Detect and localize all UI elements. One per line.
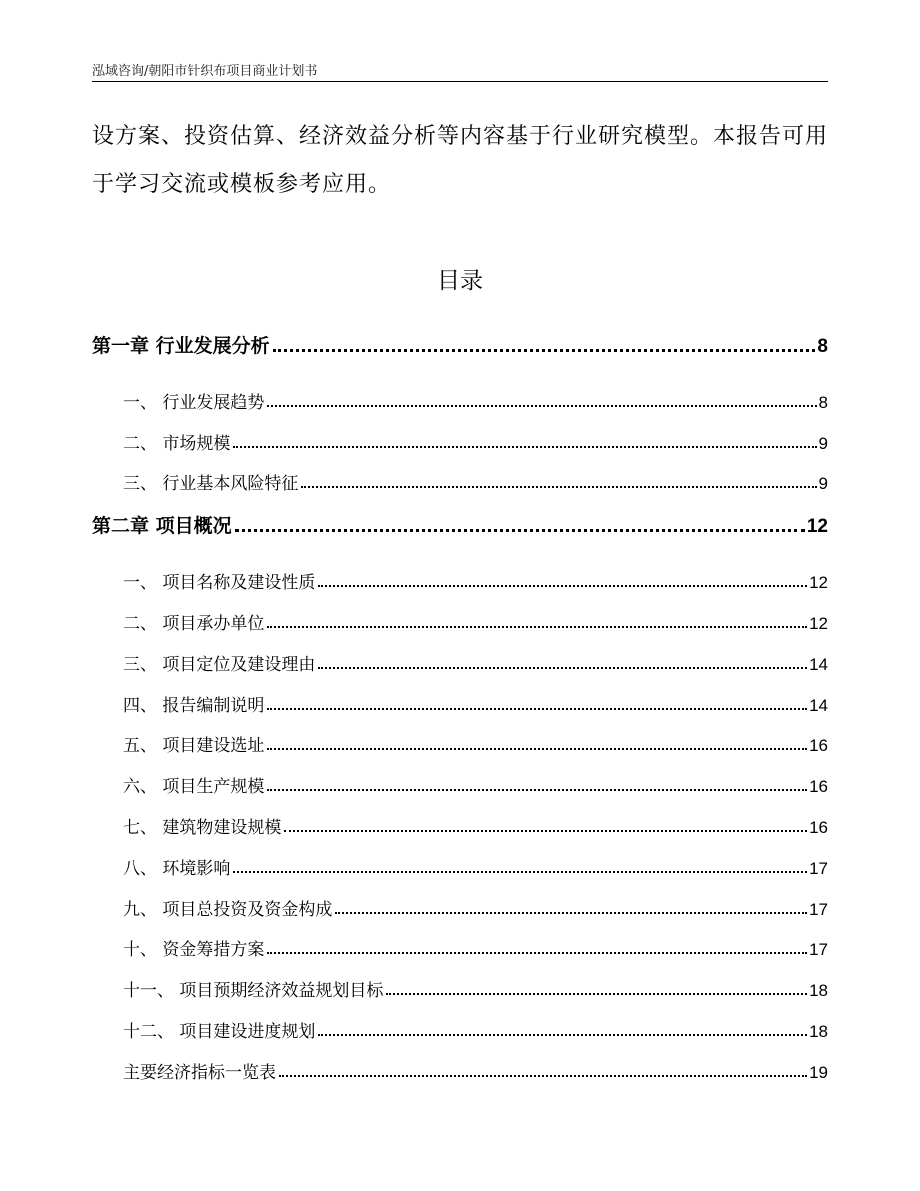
toc-entry-label: 一、 行业发展趋势 bbox=[123, 392, 265, 413]
toc-leader-dots bbox=[301, 486, 816, 488]
toc-leader-dots bbox=[267, 748, 807, 750]
toc-entry[interactable] bbox=[92, 372, 828, 413]
toc-leader-dots bbox=[273, 349, 816, 352]
toc-leader-dots bbox=[267, 405, 816, 407]
toc-entry-page: 14 bbox=[809, 695, 828, 715]
toc-entry-page: 8 bbox=[818, 392, 828, 412]
toc-entry-page: 19 bbox=[809, 1062, 828, 1082]
toc-entry[interactable] bbox=[92, 675, 828, 716]
header-rule bbox=[92, 81, 828, 82]
toc-leader-dots bbox=[318, 667, 807, 669]
toc-entry-label: 十一、 项目预期经济效益规划目标 bbox=[123, 981, 384, 1002]
toc-entry-page: 9 bbox=[818, 433, 828, 453]
toc-leader-dots bbox=[233, 446, 816, 448]
toc-leader-dots bbox=[279, 1075, 807, 1077]
toc-entry[interactable] bbox=[92, 960, 828, 1001]
toc-entry-label: 三、 行业基本风险特征 bbox=[123, 474, 299, 495]
toc-entry-label: 七、 建筑物建设规模 bbox=[123, 817, 282, 838]
toc-entry-page: 12 bbox=[806, 516, 828, 538]
toc-entry[interactable] bbox=[92, 1001, 828, 1042]
toc-entry-page: 16 bbox=[809, 817, 828, 837]
toc-entry-page: 12 bbox=[809, 573, 828, 593]
toc-entry-label: 二、 市场规模 bbox=[123, 433, 231, 454]
table-of-contents bbox=[92, 322, 828, 1083]
toc-entry[interactable] bbox=[92, 920, 828, 961]
toc-entry-label: 三、 项目定位及建设理由 bbox=[123, 654, 316, 675]
toc-entry-page: 17 bbox=[809, 899, 828, 919]
toc-entry-chapter-1[interactable] bbox=[92, 322, 828, 358]
toc-leader-dots bbox=[267, 626, 807, 628]
toc-leader-dots bbox=[267, 708, 807, 710]
toc-entry-label: 九、 项目总投资及资金构成 bbox=[123, 899, 333, 920]
toc-entry-label: 八、 环境影响 bbox=[123, 858, 231, 879]
toc-entry[interactable] bbox=[92, 593, 828, 634]
toc-entry[interactable] bbox=[92, 413, 828, 454]
toc-entry[interactable] bbox=[92, 634, 828, 675]
toc-leader-dots bbox=[233, 871, 807, 873]
toc-entry[interactable] bbox=[92, 716, 828, 757]
toc-entry[interactable] bbox=[92, 838, 828, 879]
toc-entry-page: 17 bbox=[809, 858, 828, 878]
toc-entry[interactable] bbox=[92, 552, 828, 593]
toc-entry-label: 四、 报告编制说明 bbox=[123, 695, 265, 716]
toc-title: 目录 bbox=[437, 268, 483, 294]
toc-entry-label: 第二章 项目概况 bbox=[92, 515, 232, 538]
toc-entry-label: 二、 项目承办单位 bbox=[123, 613, 265, 634]
toc-leader-dots bbox=[335, 912, 807, 914]
toc-leader-dots bbox=[267, 952, 807, 954]
toc-entry-page: 18 bbox=[809, 1021, 828, 1041]
toc-leader-dots bbox=[318, 585, 807, 587]
running-header: 泓域咨询/朝阳市针织布项目商业计划书 bbox=[92, 64, 318, 79]
toc-leader-dots bbox=[235, 529, 805, 532]
toc-entry-label: 一、 项目名称及建设性质 bbox=[123, 573, 316, 594]
toc-entry-label: 六、 项目生产规模 bbox=[123, 777, 265, 798]
toc-entry[interactable] bbox=[92, 454, 828, 495]
toc-entry-page: 16 bbox=[809, 777, 828, 797]
toc-leader-dots bbox=[318, 1034, 807, 1036]
toc-entry[interactable] bbox=[92, 756, 828, 797]
toc-entry-page: 12 bbox=[809, 613, 828, 633]
toc-entry[interactable] bbox=[92, 879, 828, 920]
toc-entry-page: 8 bbox=[817, 336, 828, 357]
toc-entry[interactable] bbox=[92, 1042, 828, 1083]
toc-entry-page: 16 bbox=[809, 736, 828, 756]
toc-entry-page: 9 bbox=[818, 474, 828, 494]
toc-entry-label: 十二、 项目建设进度规划 bbox=[123, 1021, 316, 1042]
toc-entry-label: 主要经济指标一览表 bbox=[123, 1062, 276, 1083]
toc-entry-page: 18 bbox=[809, 981, 828, 1001]
toc-entry-label: 五、 项目建设选址 bbox=[123, 736, 265, 757]
toc-entry-page: 17 bbox=[809, 940, 828, 960]
toc-entry[interactable] bbox=[92, 797, 828, 838]
toc-leader-dots bbox=[284, 830, 807, 832]
toc-entry-label: 第一章 行业发展分析 bbox=[92, 335, 270, 357]
intro-paragraph: 设方案、投资估算、经济效益分析等内容基于行业研究模型。本报告可用于学习交流或模板参考应用。 bbox=[92, 124, 829, 197]
toc-entry-chapter-2[interactable] bbox=[92, 502, 828, 538]
toc-entry-label: 十、 资金筹措方案 bbox=[123, 940, 265, 961]
toc-leader-dots bbox=[267, 789, 807, 791]
toc-entry-page: 14 bbox=[809, 654, 828, 674]
toc-leader-dots bbox=[386, 993, 807, 995]
